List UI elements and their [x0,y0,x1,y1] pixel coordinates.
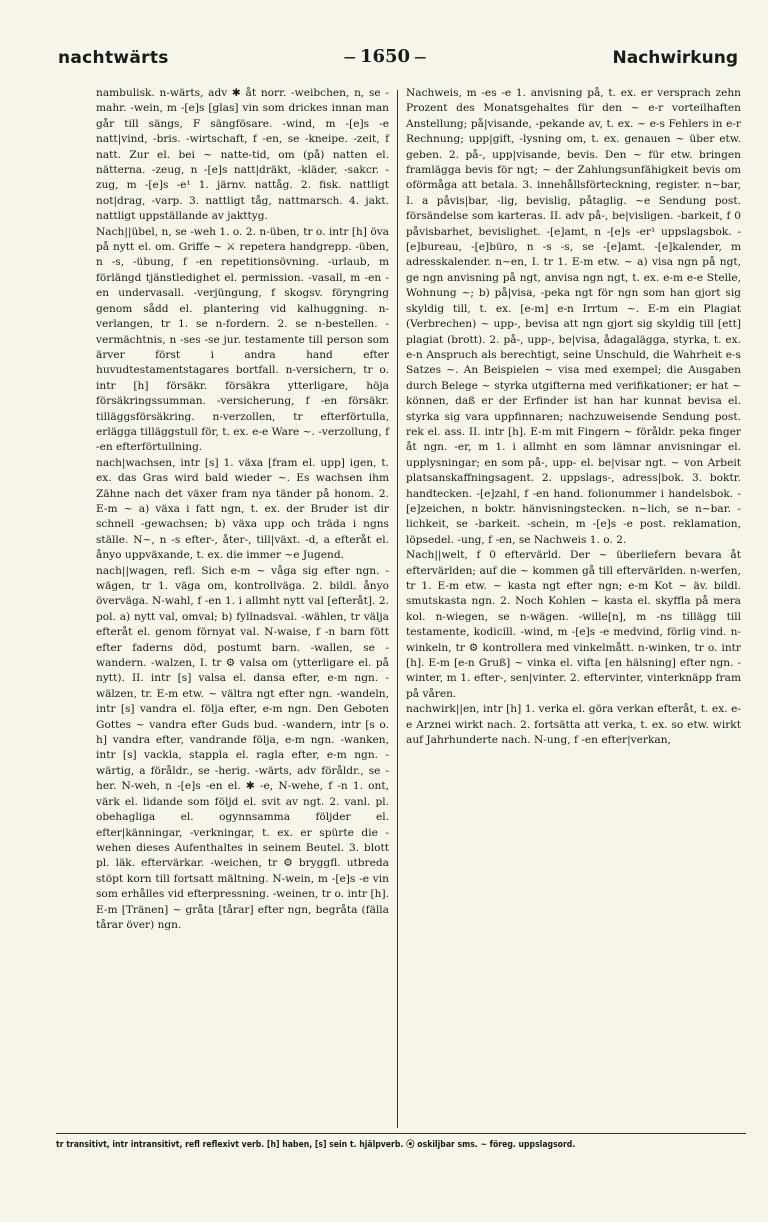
page-number: — 1650 — [343,46,427,67]
footer-rule [56,1133,746,1134]
dictionary-entry: nach|wachsen, intr [s] 1. växa [fram el. upp] igen, t. ex. das Gras wird bald wieder ~. Es wachsen ihm Zähne nach det växer fram nya tänder på honom. 2. E-m ~ a) växa i fatt ngn, t. ex. der Bruder ist dir schnell -gewachsen; b) växa upp och träda i ngns ställe. N~, n -s efter-, åter-, till|växt. -d, a efteråt el. ånyo uppväxande, t. ex. die immer ~e Jugend. [96,456,389,562]
right-guide-word: Nachwirkung [612,48,738,68]
dictionary-entry: nambulisk. n-wärts, adv ✱ åt norr. -weibchen, n, se -mahr. -wein, m -[e]s [glas] vin som drickes innan man går till sängs, F sängfösare. -wind, m -[e]s -e natt|vind, -bris. -wirtschaft, f -en, se -kneipe. -zeit, f natt. Zur el. bei ~ natte-tid, om (på) natten el. nätterna. -zeug, n -[e]s natt|dräkt, -kläder, -sakcr. -zug, m -[e]s -e¹ 1. järnv. nattåg. 2. fisk. nattligt not|drag, -varp. 3. nattligt tåg, nattmarsch. 4. jakt. nattligt uppställande av jakttyg. [96,87,389,223]
left-guide-word: nachtwärts [58,48,169,68]
dictionary-entry: Nachweis, m -es -e 1. anvisning på, t. ex. er versprach zehn Prozent des Monatsgehaltes für den ~ e-r vorteilhaften Anstellung; på|visande, -pekande av, t. ex. ~ e-s Fehlers in e-r Rechnung; upp|gift, -lysning om, t. ex. genauen ~ über etw. geben. 2. på-, upp|visande, bevis. Den ~ für etw. bringen framlägga bevis för ngt; ~ der Zahlungsunfähigkeit bevis om oförmåga att betala. 3. innehållsförteckning, register. n~bar, I. a påvis|bar, -lig, bevislig, påtaglig. ~e Sendung post. försändelse som karteras. II. adv på-, be|visligen. -barkeit, f 0 påvisbarhet, bevislighet. -[e]amt, n -[e]s -er¹ uppslagsbok. -[e]bureau, -[e]büro, n -s -s, se -[e]amt. -[e]kalender, m adresskalender. n~en, I. tr 1. E-m etw. ~ a) visa ngn på ngt, ge ngn anvisning på ngt, anvisa ngn ngt, t. ex. e-m e-e Stelle, Wohnung ~; b) på|visa, -peka ngt för ngn som han gjort sig skyldig till, t. ex. [e-m] e-n Irrtum ~. E-m ein Plagiat (Verbrechen) ~ upp-, bevisa att ngn gjort sig skyldig till [ett] plagiat (brott). 2. på-, upp-, be|visa, ådagalägga, styrka, t. ex. e-n Anspruch als berechtigt, seine Unschuld, die Wahrheit e-s Satzes ~. An Beispielen ~ visa med exempel; die Ausgaben durch Belege ~ styrka utgifterna med verifikationer; er hat ~ können, daß er der Erfinder ist han har kunnat bevisa el. styrka sig vara uppfinnaren; nachzuweisende Sendung post. rek el. ass. II. intr [h]. E-m mit Fingern ~ föråldr. peka finger åt ngn. -er, m 1. i allmht en som lämnar anvisningar el. upplysningar; en som på-, upp- el. be|visar ngt. ~ von Arbeit platsanskaffningsagent. 2. uppslags-, adress|bok. 3. boktr. handtecken. -[e]zahl, f -en hand. folionummer i handelsbok. -[e]zeichen, n boktr. hänvisningstecken. n~lich, se n~bar. -lichkeit, se -barkeit. -schein, m -[e]s -e post. reklamation, löpsedel. -ung, f -en, se Nachweis 1. o. 2. [406,87,741,546]
abbreviation-legend: tr transitivt, intr intransitivt, refl reflexivt verb. [h] haben, [s] sein t. hjälpverb. ⦿ oskiljbar sms. ~ föreg. uppslagsord. [56,1140,576,1150]
dictionary-entry: Nach||welt, f 0 eftervärld. Der ~ überliefern bevara åt eftervärlden; auf die ~ kommen gå till eftervärlden. n-werfen, tr 1. E-m etw. ~ kasta ngt efter ngn; e-m Kot ~ äv. bildl. smutskasta ngn. 2. Noch Kohlen ~ kasta el. skyffla på mera kol. n-wiegen, se n-wägen. -wille[n], m -ns tillägg till testamente, kodicill. -wind, m -[e]s -e medvind, förlig vind. n-winkeln, tr ⚙ kontrollera med vinkelmått. n-winken, tr o. intr [h]. E-m [e-n Gruß] ~ vinka el. vifta [en hälsning] efter ngn. -winter, m 1. efter-, sen|vinter. 2. eftervinter, vinterknäpp fram på våren. [406,549,741,700]
page-number-value: 1650 [359,46,411,67]
dictionary-entry: Nach||übel, n, se -weh 1. o. 2. n-üben, tr o. intr [h] öva på nytt el. om. Griffe ~ ⚔ repetera handgrepp. -üben, n -s, -übung, f -en repetitionsövning. -urlaub, m förlängd tjänstledighet el. permission. -vasall, m -en -en undervasall. -verjüngung, f skogsv. föryngring genom sådd el. plantering vid kalhuggning. n-verlangen, tr 1. se n-fordern. 2. se n-bestellen. -vermächtnis, n -ses -se jur. testamente till person som ärver först i andra hand efter huvudtestamentstagares bortfall. n-versichern, tr o. intr [h] försäkr. försäkra ytterligare, höja försäkringssumman. -versicherung, f -en försäkr. tilläggsförsäkring. n-verzollen, tr efterförtulla, erlägga tilläggstull för, t. ex. e-e Ware ~. -verzollung, f -en efterförtullning. [96,225,389,454]
dictionary-entry: nach||wagen, refl. Sich e-m ~ våga sig efter ngn. -wägen, tr 1. väga om, kontrollväga. 2. bildl. ånyo överväga. N-wahl, f -en 1. i allmht nytt val [efteråt]. 2. pol. a) nytt val, omval; b) fyllnadsval. -wählen, tr välja efteråt el. genom förnyat val. N-waise, f -n barn fött efter faderns död, postumt barn. -wallen, se -wandern. -walzen, I. tr ⚙ valsa om (ytterligare el. på nytt). II. intr [s] valsa el. dansa efter, e-m ngn. -wälzen, tr. E-m etw. ~ vältra ngt efter ngn. -wandeln, intr [s] vandra el. följa efter, e-m ngn. Den Geboten Gottes ~ vandra efter Guds bud. -wandern, intr [s o. h] vandra efter, vandrande följa, e-m ngn. -wanken, intr [s] vackla, stappla el. ragla efter, e-m ngn. -wärtig, a föråldr., se -herig. -wärts, adv föråldr., se -her. N-weh, n -[e]s -en el. ✱ -e, N-wehe, f -n 1. ont, värk el. lidande som följd el. svit av ngt. 2. vanl. pl. obehagliga el. ogynnsamma följder el. efter|känningar, -verkningar, t. ex. er spürte die -wehen dieses Aufenthaltes in seinem Beutel. 3. blott pl. läk. eftervärkar. -weichen, tr ⚙ bryggfl. utbreda stöpt korn till fortsatt mältning. N-wein, m -[e]s -e vin som erhålles vid efterpressning. -weinen, tr o. intr [h]. E-m [Tränen] ~ gråta [tårar] efter ngn, begråta (fälla tårar över) ngn. [96,564,389,931]
dictionary-entry: nachwirk||en, intr [h] 1. verka el. göra verkan efteråt, t. ex. e-e Arznei wirkt nach. 2. fortsätta att verka, t. ex. so etw. wirkt auf Jahrhunderte nach. N-ung, f -en efter|verkan, [406,703,741,747]
page-header [0,40,768,80]
right-column [398,86,747,1126]
left-column [48,86,397,1126]
dictionary-columns [48,86,752,1126]
